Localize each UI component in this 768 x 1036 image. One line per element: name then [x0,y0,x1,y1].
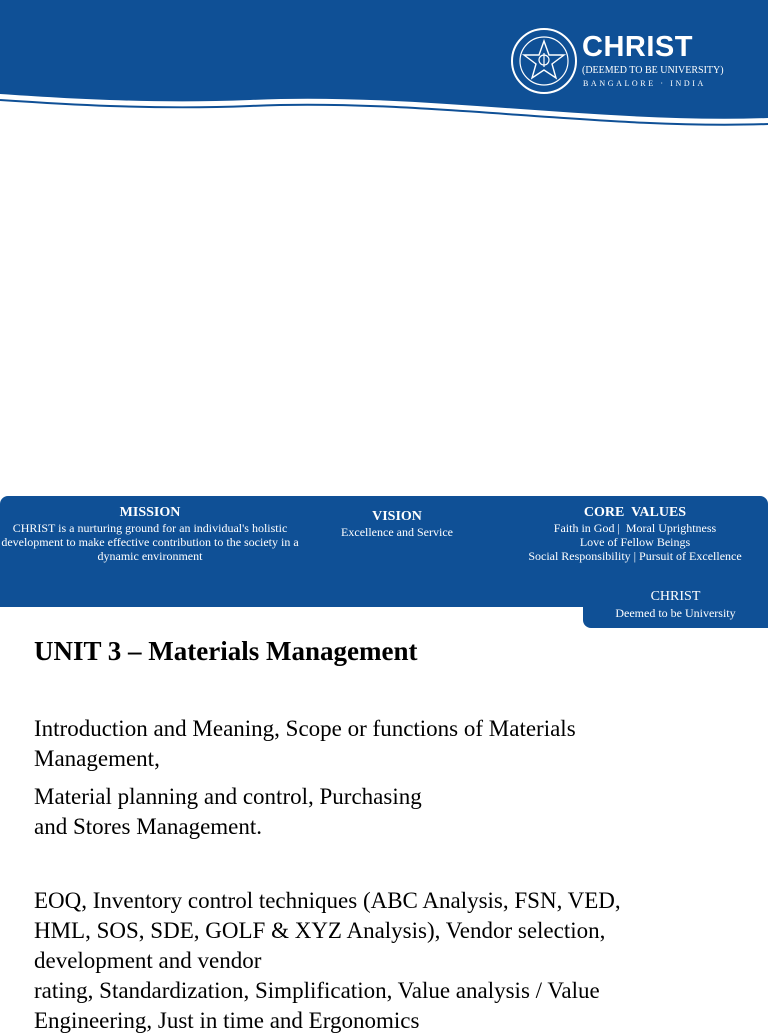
vision-block [322,508,472,539]
slide-title: UNIT 3 – Materials Management [34,636,418,666]
deemed-university-label [583,589,768,621]
content-paragraph: Material planning and control, Purchasing and Stores Management. [34,784,422,839]
content-paragraph: Introduction and Meaning, Scope or functions of Materials Management, [34,716,576,771]
brand-name: CHRIST [582,31,693,63]
core-values-block [505,504,765,563]
deemed-name: CHRIST [650,589,701,604]
university-logo [510,27,726,97]
brand-location: BANGALORE · INDIA [583,79,706,88]
vision-text: Excellence and Service [341,525,453,539]
core-values-text [505,521,765,563]
core-value-line: Faith in God | Moral Uprightness [553,521,717,535]
mission-text: CHRIST is a nurturing ground for an individual's holistic development to make effective contribution to the society in a dynamic environment [1,521,299,563]
core-values-title: CORE VALUES [583,505,687,520]
core-value-line: Social Responsibility | Pursuit of Excellence [528,549,742,563]
university-seal-icon [510,27,578,95]
content-paragraph: EOQ, Inventory control techniques (ABC Analysis, FSN, VED, HML, SOS, SDE, GOLF & XYZ Analysis), Vendor selection, development and vendor rating, Standardization, Simplification, Value analysis / Value Engineering, Just in time and Ergonomics [34,888,621,1033]
mission-block [0,504,300,563]
deemed-text: Deemed to be University [615,606,736,620]
vision-title: VISION [372,509,422,524]
mission-title: MISSION [119,505,181,520]
slide-content [34,634,734,1033]
brand-subtitle: (DEEMED TO BE UNIVERSITY) [582,65,724,76]
core-value-line: Love of Fellow Beings [579,535,691,549]
